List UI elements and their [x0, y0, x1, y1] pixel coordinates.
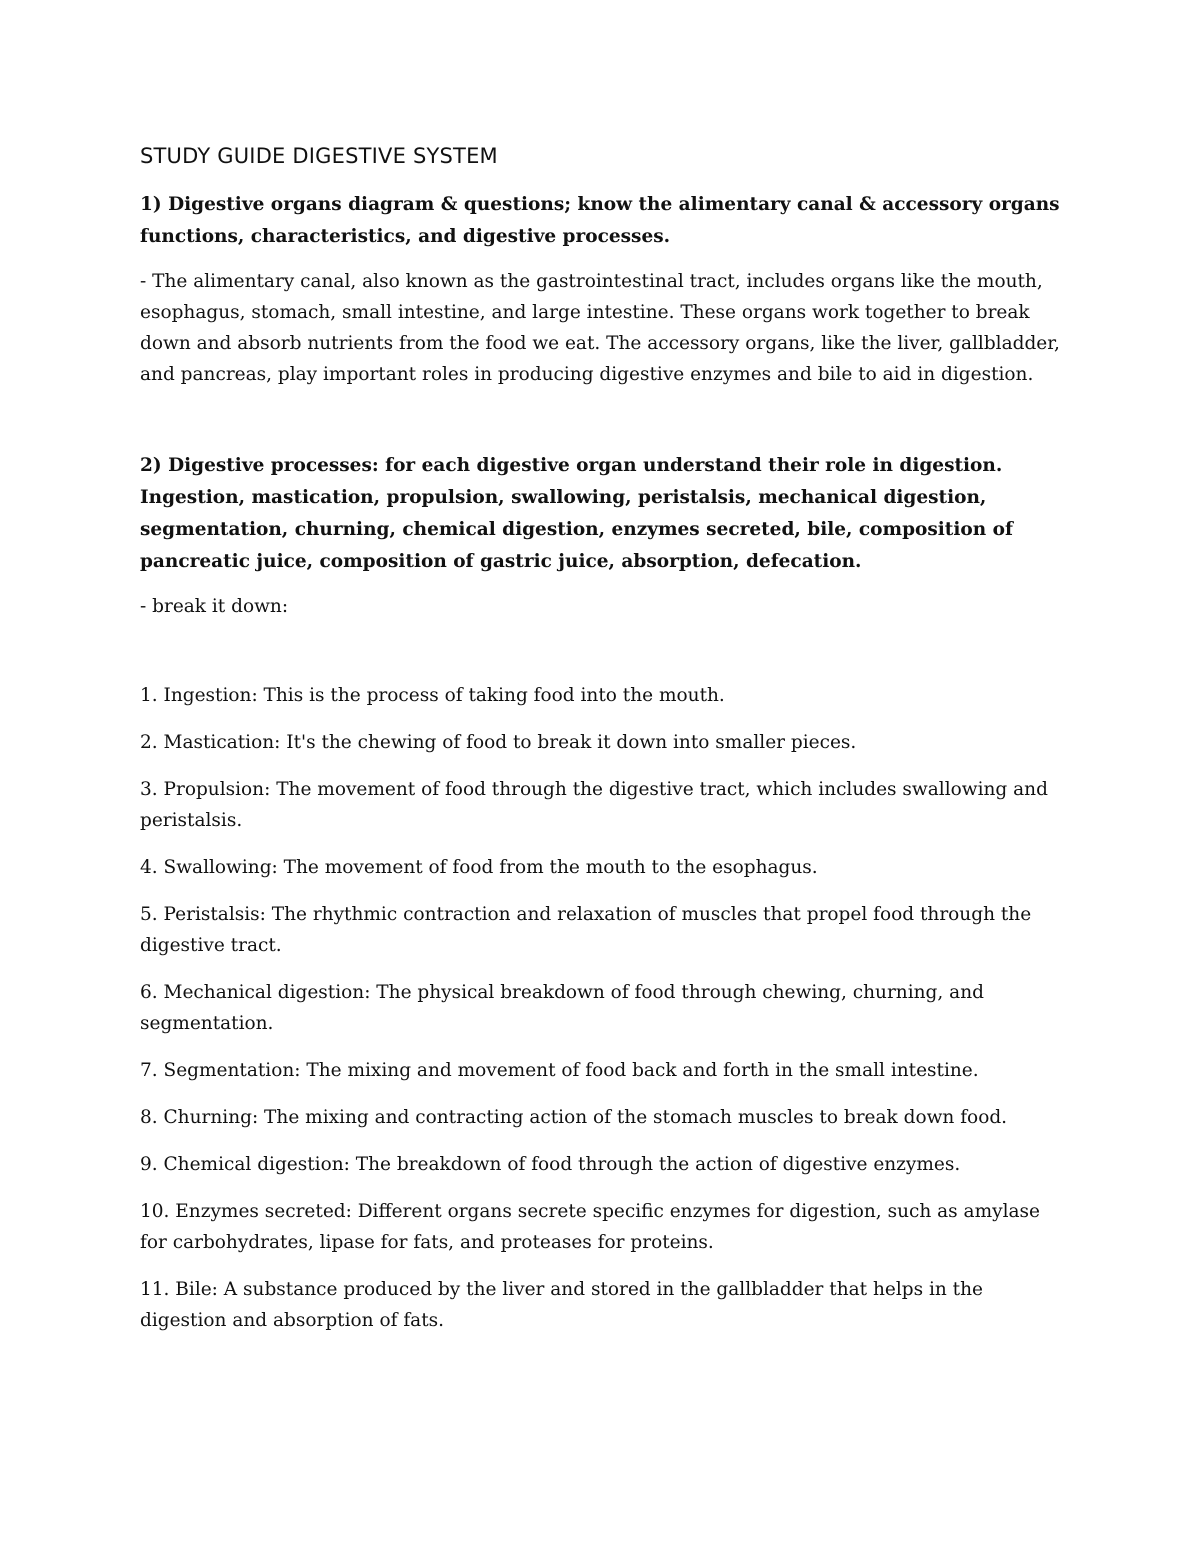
- section-2-intro: - break it down:: [140, 596, 289, 617]
- list-item: 11. Bile: A substance produced by the liver and stored in the gallbladder that helps in the digestion and absorption of fats.: [140, 1279, 983, 1331]
- list-item: 3. Propulsion: The movement of food through the digestive tract, which includes swallowing and peristalsis.: [140, 779, 1048, 831]
- digestive-process-list: [140, 680, 1070, 1336]
- list-item: 9. Chemical digestion: The breakdown of food through the action of digestive enzymes.: [140, 1154, 961, 1175]
- list-item: 1. Ingestion: This is the process of taking food into the mouth.: [140, 685, 725, 706]
- list-item: 2. Mastication: It's the chewing of food to break it down into smaller pieces.: [140, 732, 857, 753]
- list-item: 6. Mechanical digestion: The physical breakdown of food through chewing, churning, and segmentation.: [140, 982, 984, 1034]
- document-body: [140, 141, 1070, 1352]
- list-item: 5. Peristalsis: The rhythmic contraction and relaxation of muscles that propel food through the digestive tract.: [140, 904, 1032, 956]
- list-item: 8. Churning: The mixing and contracting action of the stomach muscles to break down food.: [140, 1107, 1008, 1128]
- section-1-body: - The alimentary canal, also known as the gastrointestinal tract, includes organs like the mouth, esophagus, stomach, small intestine, and large intestine. These organs work together to break down and absorb nutrients from the food we eat. The accessory organs, like the liver, gallbladder, and pancreas, play important roles in producing digestive enzymes and bile to aid in digestion.: [140, 271, 1060, 385]
- list-item: 10. Enzymes secreted: Different organs secrete specific enzymes for digestion, such as amylase for carbohydrates, lipase for fats, and proteases for proteins.: [140, 1201, 1040, 1253]
- list-item: 4. Swallowing: The movement of food from the mouth to the esophagus.: [140, 857, 818, 878]
- document-title: STUDY GUIDE DIGESTIVE SYSTEM: [140, 144, 498, 168]
- list-item: 7. Segmentation: The mixing and movement of food back and forth in the small intestine.: [140, 1060, 979, 1081]
- section-2-heading: 2) Digestive processes: for each digestive organ understand their role in digestion. Ingestion, mastication, propulsion, swallowing, peristalsis, mechanical digestion, segmentation, churning, chemical digestion, enzymes secreted, bile, composition of pancreatic juice, composition of gastric juice, absorption, defecation.: [140, 455, 1013, 572]
- section-1-heading: 1) Digestive organs diagram & questions; know the alimentary canal & accessory organs functions, characteristics, and digestive processes.: [140, 194, 1060, 247]
